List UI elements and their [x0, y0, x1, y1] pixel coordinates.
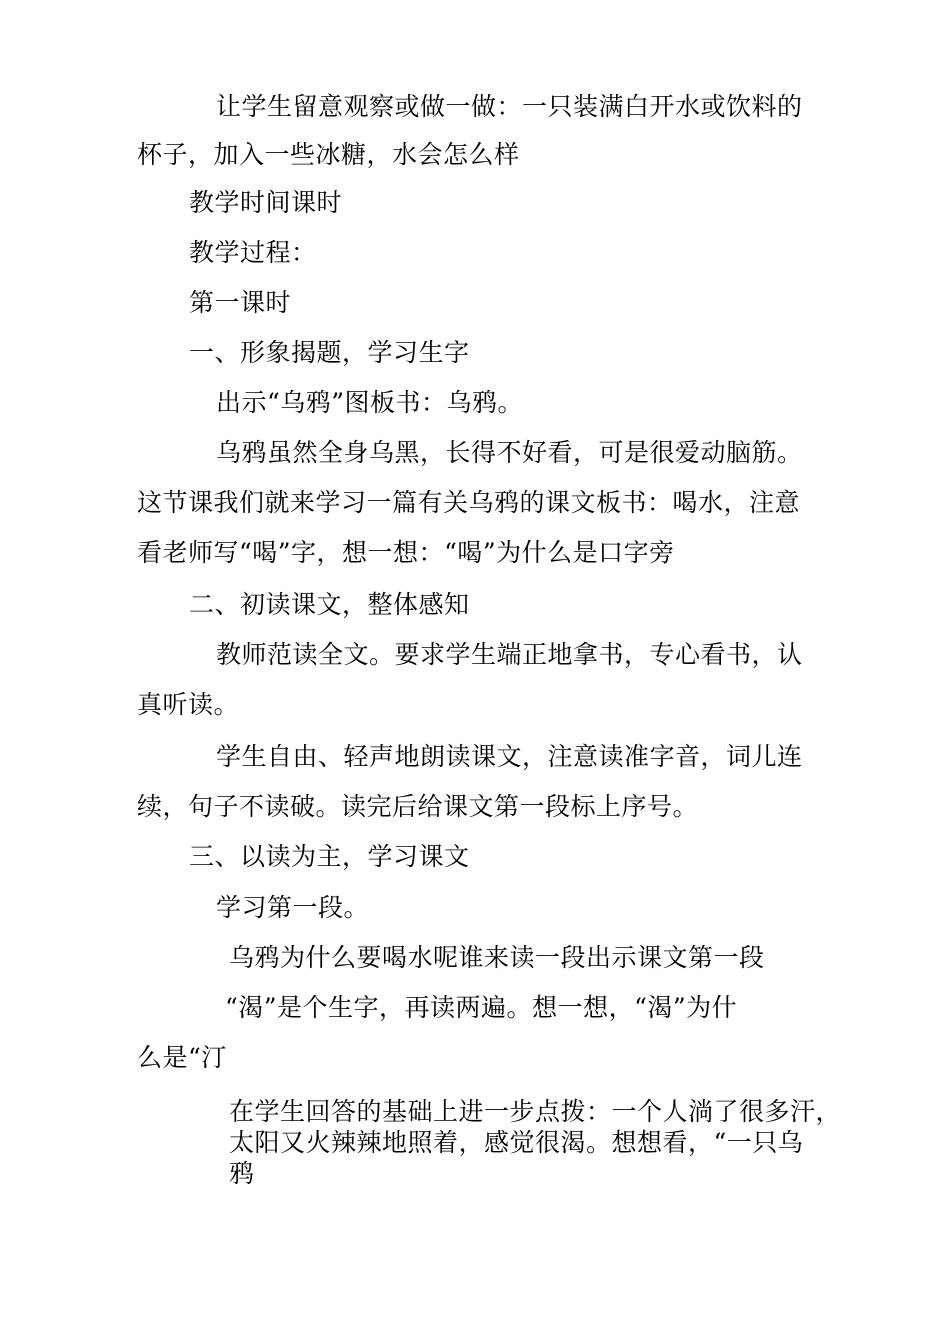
section-heading: 一、形象揭题，学习生字 — [189, 338, 470, 367]
text-line: 教学过程： — [189, 238, 317, 267]
section-heading: 三、以读为主，学习课文 — [189, 842, 470, 871]
final-paragraph — [229, 1096, 841, 1189]
text-line: 教学时间课时 — [189, 188, 343, 217]
text-line: 鸦 — [229, 1159, 255, 1188]
text-line: 乌鸦虽然全身乌黑，长得不好看，可是很爱动脑筋。 — [216, 438, 803, 467]
text-line: 让学生留意观察或做一做：一只装满白开水或饮料的 — [216, 92, 803, 121]
text-line: 在学生回答的基础上进一步点拨：一个人淌了很多汗， — [229, 1097, 842, 1126]
text-line: 看老师写“喝”字，想一想：“喝”为什么是口字旁 — [137, 538, 675, 567]
text-line: 学习第一段。 — [216, 893, 370, 922]
text-line: 这节课我们就来学习一篇有关乌鸦的课文板书：喝水，注意 — [137, 488, 801, 517]
text-line: 杯子，加入一些冰糖，水会怎么样 — [137, 140, 520, 169]
text-line: 太阳又火辣辣地照着，感觉很渴。想想看，“一只乌 — [229, 1128, 804, 1157]
text-line: 乌鸦为什么要喝水呢谁来读一段出示课文第一段 — [229, 943, 765, 972]
text-line: 学生自由、轻声地朗读课文，注意读准字音，词儿连 — [216, 742, 803, 771]
section-heading: 二、初读课文，整体感知 — [189, 590, 470, 619]
text-line: 续，句子不读破。读完后给课文第一段标上序号。 — [137, 792, 699, 821]
text-line: 真听读。 — [137, 690, 240, 719]
text-line: 出示“乌鸦”图板书：乌鸦。 — [216, 388, 524, 417]
text-line: 教师范读全文。要求学生端正地拿书，专心看书，认 — [216, 640, 803, 669]
text-line: 么是“汀 — [137, 1043, 227, 1072]
text-line: “渴”是个生字，再读两遍。想一想，“渴”为什 — [225, 993, 738, 1022]
text-line: 第一课时 — [189, 288, 292, 317]
